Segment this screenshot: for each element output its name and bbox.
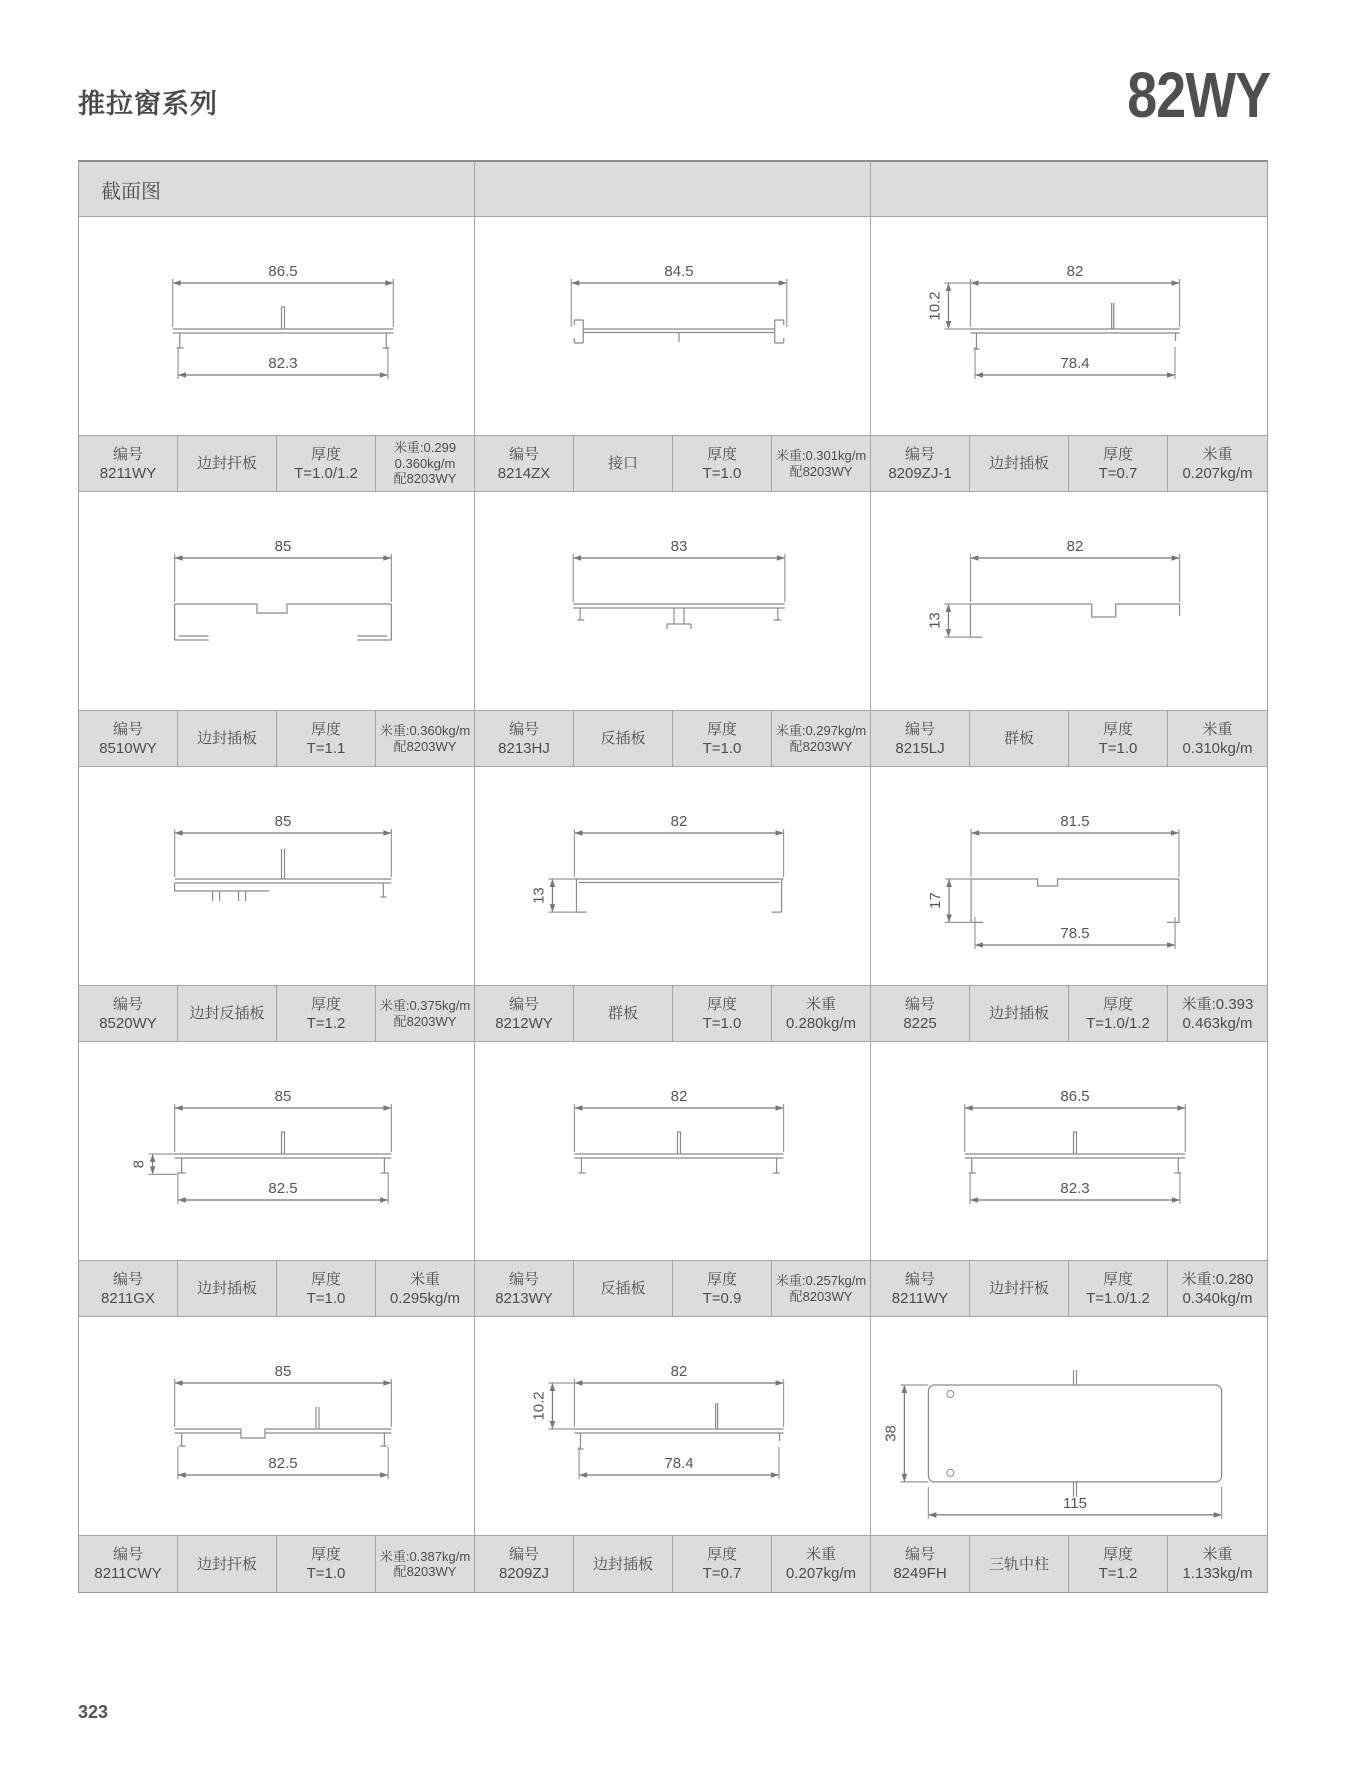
spec-row (79, 986, 1267, 1042)
spec-cell-thickness: 厚度 T=1.0 (277, 1536, 376, 1592)
svg-text:82: 82 (670, 813, 688, 830)
spec-cell-thickness: 厚度 T=1.2 (1069, 1536, 1168, 1592)
spec-cell-name: 边封插板 (178, 711, 277, 767)
model-code: 82WY (1126, 59, 1270, 131)
spec-row (79, 1536, 1267, 1592)
section-header-cell (871, 162, 1267, 217)
spec-cell-code: 编号 8214ZX (475, 436, 574, 492)
svg-text:82.5: 82.5 (268, 1455, 298, 1472)
drawing-row (79, 1317, 1267, 1536)
spec-cell-weight: 米重 0.310kg/m (1168, 711, 1267, 767)
drawing-cell (475, 767, 871, 986)
spec-cell-name: 边封反插板 (178, 986, 277, 1042)
spec-cell-weight: 米重:0.299 0.360kg/m 配8203WY (376, 436, 475, 492)
spec-cell-name: 群板 (970, 711, 1069, 767)
spec-cell-thickness: 厚度 T=1.0 (673, 711, 772, 767)
spec-cell-thickness: 厚度 T=0.7 (673, 1536, 772, 1592)
profile-drawing (79, 1317, 475, 1536)
spec-cell-name: 群板 (574, 986, 673, 1042)
svg-text:78.4: 78.4 (664, 1455, 694, 1472)
svg-text:38: 38 (882, 1425, 900, 1442)
spec-cell-weight: 米重 0.207kg/m (1168, 436, 1267, 492)
spec-cell-weight: 米重:0.257kg/m 配8203WY (772, 1261, 871, 1317)
spec-row (79, 436, 1267, 492)
page-number: 323 (78, 1702, 109, 1722)
profile-drawing (871, 492, 1267, 711)
spec-cell-code: 编号 8209ZJ-1 (871, 436, 970, 492)
svg-text:115: 115 (1063, 1494, 1087, 1512)
spec-cell-weight: 米重:0.387kg/m 配8203WY (376, 1536, 475, 1592)
spec-cell-code: 编号 8211GX (79, 1261, 178, 1317)
spec-cell-weight: 米重 1.133kg/m (1168, 1536, 1267, 1592)
svg-text:85: 85 (274, 1088, 292, 1105)
spec-cell-name: 边封插板 (970, 986, 1069, 1042)
spec-cell-name: 三轨中柱 (970, 1536, 1069, 1592)
spec-cell-name: 反插板 (574, 711, 673, 767)
spec-cell-code: 编号 8211WY (871, 1261, 970, 1317)
spec-row (79, 711, 1267, 767)
spec-cell-thickness: 厚度 T=1.0 (277, 1261, 376, 1317)
spec-cell-code: 编号 8215LJ (871, 711, 970, 767)
svg-text:85: 85 (274, 1363, 292, 1380)
drawing-row (79, 492, 1267, 711)
svg-text:82: 82 (670, 1363, 688, 1380)
profile-drawing (475, 1317, 871, 1536)
spec-cell-weight: 米重:0.297kg/m 配8203WY (772, 711, 871, 767)
profile-drawing (79, 1042, 475, 1261)
spec-cell-name: 边封插板 (574, 1536, 673, 1592)
svg-text:82.3: 82.3 (268, 355, 298, 372)
svg-text:78.4: 78.4 (1060, 355, 1090, 372)
section-header-cell (79, 162, 475, 217)
profile-drawing (871, 1317, 1267, 1536)
spec-cell-code: 编号 8520WY (79, 986, 178, 1042)
profile-drawing (475, 217, 871, 436)
drawing-cell (475, 492, 871, 711)
svg-text:17: 17 (927, 892, 945, 910)
table-body (79, 217, 1267, 1592)
svg-text:86.5: 86.5 (1060, 1088, 1090, 1105)
drawing-cell (475, 1042, 871, 1261)
svg-text:82: 82 (1066, 538, 1084, 555)
drawing-cell (871, 217, 1267, 436)
drawing-cell (79, 1042, 475, 1261)
profile-drawing (475, 1042, 871, 1261)
svg-text:82.5: 82.5 (268, 1180, 298, 1197)
spec-cell-code: 编号 8209ZJ (475, 1536, 574, 1592)
spec-cell-name: 接口 (574, 436, 673, 492)
drawing-cell (871, 1317, 1267, 1536)
drawing-cell (79, 492, 475, 711)
section-header-cell (475, 162, 871, 217)
svg-text:84.5: 84.5 (664, 263, 694, 280)
spec-cell-weight: 米重 0.280kg/m (772, 986, 871, 1042)
spec-cell-code: 编号 8212WY (475, 986, 574, 1042)
drawing-row (79, 767, 1267, 986)
drawing-row (79, 1042, 1267, 1261)
profile-drawing (79, 492, 475, 711)
spec-cell-name: 反插板 (574, 1261, 673, 1317)
svg-text:8: 8 (130, 1160, 148, 1169)
spec-cell-weight: 米重:0.360kg/m 配8203WY (376, 711, 475, 767)
svg-text:82: 82 (1066, 263, 1084, 280)
spec-cell-weight: 米重:0.393 0.463kg/m (1168, 986, 1267, 1042)
spec-cell-weight: 米重 0.295kg/m (376, 1261, 475, 1317)
profile-drawing (871, 1042, 1267, 1261)
drawing-cell (79, 767, 475, 986)
drawing-cell (79, 217, 475, 436)
profile-drawing (79, 767, 475, 986)
spec-cell-thickness: 厚度 T=1.0 (673, 986, 772, 1042)
spec-cell-name: 边封扞板 (178, 436, 277, 492)
svg-text:83: 83 (670, 538, 688, 555)
svg-text:85: 85 (274, 538, 292, 555)
spec-cell-code: 编号 8211WY (79, 436, 178, 492)
svg-text:78.5: 78.5 (1060, 925, 1090, 942)
page-title: 推拉窗系列 (78, 89, 218, 119)
spec-cell-thickness: 厚度 T=0.9 (673, 1261, 772, 1317)
table-header-row (79, 162, 1267, 217)
spec-cell-code: 编号 8211CWY (79, 1536, 178, 1592)
profile-drawing (475, 492, 871, 711)
spec-cell-thickness: 厚度 T=1.1 (277, 711, 376, 767)
profile-drawing (871, 217, 1267, 436)
svg-text:86.5: 86.5 (268, 263, 298, 280)
spec-cell-weight: 米重 0.207kg/m (772, 1536, 871, 1592)
spec-cell-thickness: 厚度 T=1.0 (673, 436, 772, 492)
spec-cell-name: 边封插板 (178, 1261, 277, 1317)
svg-text:81.5: 81.5 (1060, 813, 1090, 830)
drawing-cell (475, 1317, 871, 1536)
spec-cell-code: 编号 8225 (871, 986, 970, 1042)
section-header-label: 截面图 (101, 180, 161, 203)
drawing-row (79, 217, 1267, 436)
spec-cell-code: 编号 8213WY (475, 1261, 574, 1317)
svg-text:82: 82 (670, 1088, 688, 1105)
svg-text:13: 13 (926, 612, 944, 629)
drawing-cell (475, 217, 871, 436)
spec-cell-code: 编号 8249FH (871, 1536, 970, 1592)
spec-cell-thickness: 厚度 T=1.0/1.2 (1069, 1261, 1168, 1317)
spec-cell-code: 编号 8510WY (79, 711, 178, 767)
svg-text:10.2: 10.2 (530, 1391, 548, 1421)
spec-row (79, 1261, 1267, 1317)
spec-cell-weight: 米重:0.280 0.340kg/m (1168, 1261, 1267, 1317)
profile-drawing (871, 767, 1267, 986)
spec-cell-thickness: 厚度 T=0.7 (1069, 436, 1168, 492)
drawing-cell (79, 1317, 475, 1536)
svg-text:13: 13 (530, 887, 548, 904)
spec-cell-thickness: 厚度 T=1.0/1.2 (1069, 986, 1168, 1042)
profile-drawing (475, 767, 871, 986)
profile-catalog-table (78, 160, 1268, 1593)
svg-text:82.3: 82.3 (1060, 1180, 1090, 1197)
spec-cell-thickness: 厚度 T=1.0/1.2 (277, 436, 376, 492)
profile-drawing (79, 217, 475, 436)
drawing-cell (871, 492, 1267, 711)
spec-cell-weight: 米重:0.375kg/m 配8203WY (376, 986, 475, 1042)
drawing-cell (871, 767, 1267, 986)
spec-cell-name: 边封扞板 (178, 1536, 277, 1592)
spec-cell-thickness: 厚度 T=1.2 (277, 986, 376, 1042)
spec-cell-name: 边封插板 (970, 436, 1069, 492)
spec-cell-weight: 米重:0.301kg/m 配8203WY (772, 436, 871, 492)
svg-text:10.2: 10.2 (926, 291, 944, 321)
spec-cell-name: 边封扞板 (970, 1261, 1069, 1317)
drawing-cell (871, 1042, 1267, 1261)
spec-cell-code: 编号 8213HJ (475, 711, 574, 767)
svg-text:85: 85 (274, 813, 292, 830)
spec-cell-thickness: 厚度 T=1.0 (1069, 711, 1168, 767)
